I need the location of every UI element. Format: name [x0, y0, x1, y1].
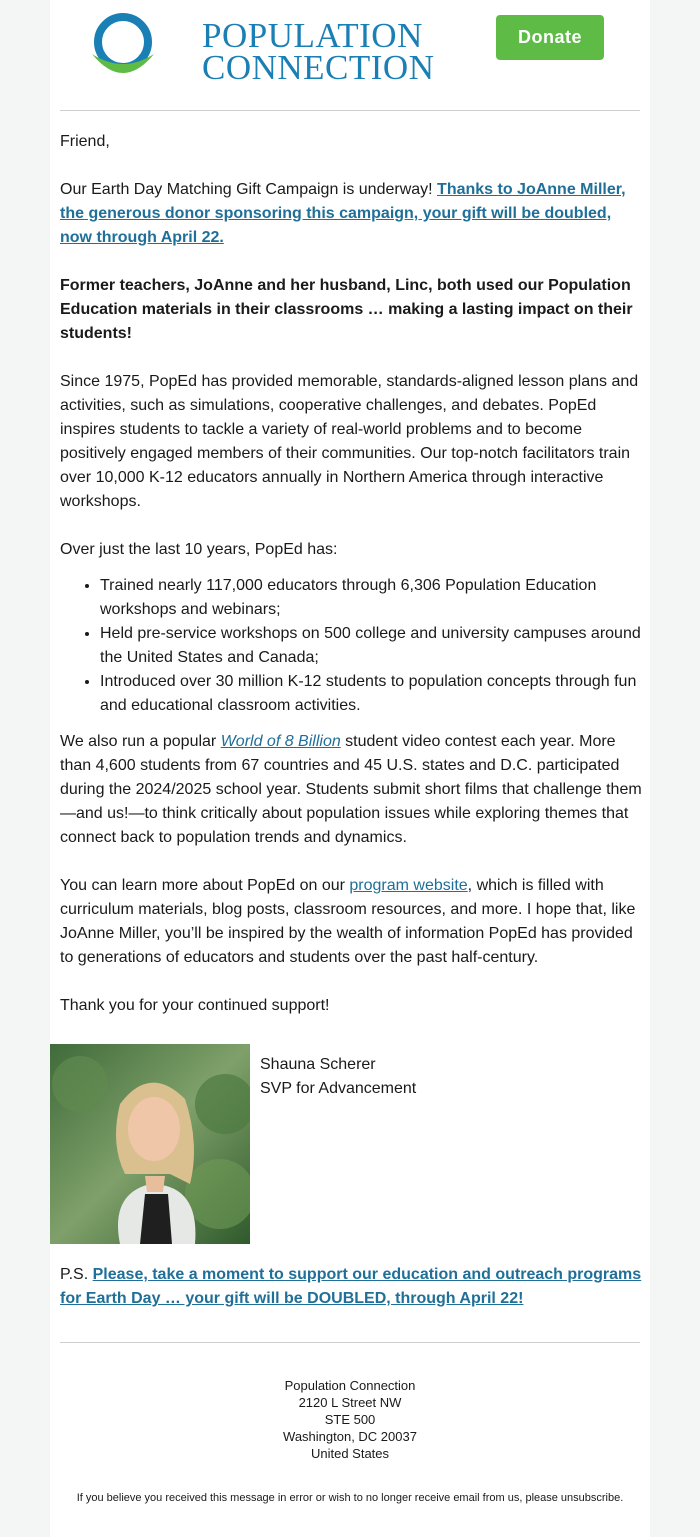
achievements-list — [60, 574, 642, 718]
program-website-link[interactable]: program website — [349, 877, 468, 894]
signature-block — [50, 1044, 650, 1244]
unsubscribe-notice[interactable]: If you believe you received this message in error or wish to no longer receive email from us, please unsubscribe. — [76, 1492, 624, 1504]
logo-line-1: POPULATION — [202, 16, 423, 55]
logo-line-2: CONNECTION — [202, 48, 435, 87]
ps-prefix: P.S. — [60, 1266, 93, 1283]
signer-title: SVP for Advancement — [260, 1080, 417, 1097]
learn-post: , which is filled with curriculum materials, blog posts, classroom resources, and more. I hope that, like JoAnne Miller, you’ll be inspired by the wealth of information PopEd has provided to generations of educators and students over the past half-century. — [60, 877, 636, 966]
population-connection-logo[interactable] — [88, 12, 435, 87]
world-of-8-billion-link[interactable]: World of 8 Billion — [220, 733, 341, 750]
letter-body — [60, 130, 642, 1042]
matching-gift-link[interactable]: Thanks to JoAnne Miller, the generous donor sponsoring this campaign, your gift will be doubled, now through April 22. — [60, 181, 626, 246]
header-divider — [60, 110, 640, 111]
footer-street: 2120 L Street NW — [298, 1395, 402, 1410]
contest-pre: We also run a popular — [60, 733, 221, 750]
learn-pre: You can learn more about PopEd on our — [60, 877, 350, 894]
email-header — [50, 0, 650, 110]
footer-suite: STE 500 — [324, 1412, 376, 1427]
footer-address — [50, 1377, 650, 1462]
intro-text: Our Earth Day Matching Gift Campaign is underway! — [60, 181, 438, 198]
ps-donate-link[interactable]: Please, take a moment to support our education and outreach programs for Earth Day … your gift will be DOUBLED, through April 22! — [60, 1266, 642, 1307]
contest-post: student video contest each year. More than 4,600 students from 67 countries and 45 U.S. states and D.C. participated during the 2024/2025 school year. Students submit short films that challenge them—and us!—to think critically about population issues while exploring themes that connect back to population trends and dynamics. — [60, 733, 642, 846]
footer-org: Population Connection — [284, 1378, 416, 1393]
greeting: Friend, — [60, 133, 110, 150]
signer-info — [260, 1053, 416, 1101]
donate-button[interactable]: Donate — [496, 15, 604, 60]
email-card — [50, 0, 650, 1537]
footer-country: United States — [310, 1446, 390, 1461]
signer-name: Shauna Scherer — [260, 1056, 376, 1073]
video-contest-paragraph — [60, 730, 642, 850]
intro-paragraph — [60, 178, 642, 250]
list-item: • Introduced over 30 million K-12 students to population concepts through fun and educational classroom activities. — [100, 670, 642, 718]
logo-wordmark — [202, 16, 435, 87]
thanks-line: Thank you for your continued support! — [60, 997, 330, 1014]
bold-paragraph: Former teachers, JoAnne and her husband, Linc, both used our Population Education materials in their classrooms … making a lasting impact on their students! — [60, 277, 633, 342]
logo-ring-icon — [88, 12, 158, 82]
learn-more-paragraph — [60, 874, 642, 970]
footer-city: Washington, DC 20037 — [283, 1429, 417, 1444]
over-10-years-paragraph: Over just the last 10 years, PopEd has: — [60, 541, 338, 558]
list-item: • Trained nearly 117,000 educators through 6,306 Population Education workshops and webinars; — [100, 574, 642, 622]
since-1975-paragraph: Since 1975, PopEd has provided memorable, standards-aligned lesson plans and activities, such as simulations, cooperative challenges, and debates. PopEd inspires students to tackle a variety of real-world problems and to become positively engaged members of their communities. Our top-notch facilitators train over 10,000 K-12 educators annually in Northern America through interactive workshops. — [60, 373, 639, 510]
postscript — [60, 1263, 642, 1311]
signer-photo — [50, 1044, 250, 1244]
list-item: • Held pre-service workshops on 500 college and university campuses around the United States and Canada; — [100, 622, 642, 670]
footer-divider — [60, 1342, 640, 1343]
